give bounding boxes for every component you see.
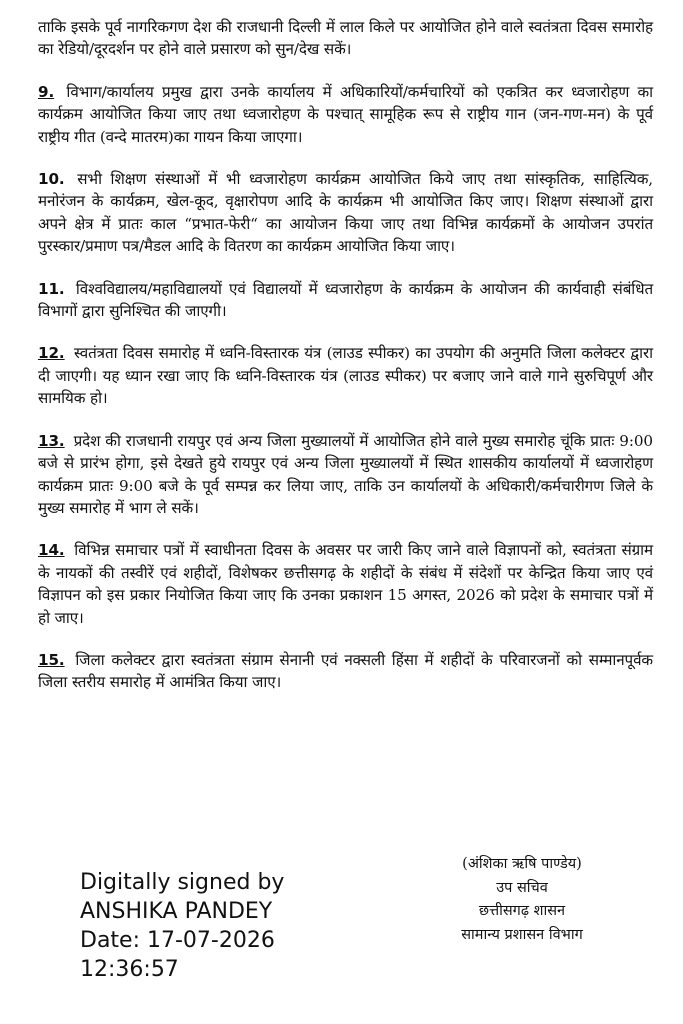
paragraph-text: जिला कलेक्टर द्वारा स्वतंत्रता संग्राम सेनानी एवं नक्सली हिंसा में शहीदों के परिवारजनों को सम्मानपूर्वक जिला स्तरीय समारोह में आमंत्रित किया जाए। (38, 650, 653, 692)
paragraph-text: विभाग/कार्यालय प्रमुख द्वारा उनके कार्यालय में अधिकारियों/कर्मचारियों को एकत्रित कर ध्वजारोहण का कार्यक्रम आयोजित किया जाए तथा ध्वजारोहण के पश्चात् सामूहिक रूप से राष्ट्रीय गान (जन-गण-मन) के पूर्व राष्ट्रीय गीत (वन्दे मातरम)का गायन किया जाएगा। (38, 82, 653, 146)
paragraph-continuation (38, 16, 653, 61)
officer-government: छत्तीसगढ़ शासन (478, 903, 566, 919)
officer-name: (अंशिका ऋषि पाण्डेय) (462, 856, 582, 872)
paragraph-text: ताकि इसके पूर्व नागरिकगण देश की राजधानी दिल्ली में लाल किले पर आयोजित होने वाले स्वतंत्रता दिवस समारोह का रेडियो/दूरदर्शन पर होने वाले प्रसारण को सुन/देख सकें। (38, 18, 653, 59)
paragraph-14 (38, 539, 653, 629)
officer-designation: उप सचिव (496, 879, 548, 896)
paragraph-number: 12. (38, 344, 65, 363)
paragraph-text: सभी शिक्षण संस्थाओं में भी ध्वजारोहण कार्यक्रम आयोजित किये जाए तथा सांस्कृतिक, साहित्यिक, मनोरंजन के कार्यक्रम, खेल-कूद, वृक्षारोपण आदि के कार्यक्रम भी आयोजित किए जाए। शिक्षण संस्थाओं द्वारा अपने क्षेत्र में प्रातः काल “प्रभात-फेरी“ का आयोजन किया जाए तथा विभिन्न कार्यक्रमों के आयोजन उपरांत पुरस्कार/प्रमाण पत्र/मैडल आदि के वितरण का कार्यक्रम आयोजित किया जाए। (38, 170, 653, 256)
paragraph-10 (38, 168, 653, 258)
officer-department: सामान्य प्रशासन विभाग (461, 926, 583, 943)
paragraph-9 (38, 81, 653, 148)
signature-time: 12:36:57 (80, 957, 179, 982)
digital-signature-stamp (80, 868, 370, 984)
paragraph-number: 14. (38, 541, 65, 560)
paragraph-number: 15. (38, 650, 65, 669)
signature-date: Date: 17-07-2026 (80, 928, 275, 953)
document-body (38, 16, 653, 714)
paragraph-number: 9. (38, 82, 55, 101)
paragraph-number: 10. (38, 170, 65, 189)
paragraph-text: विश्वविद्यालय/महाविद्यालयों एवं विद्यालयों में ध्वजारोहण के कार्यक्रम के आयोजन की कार्यवाही संबंधित विभागों द्वारा सुनिश्चित की जाएगी। (38, 279, 653, 321)
paragraph-12 (38, 342, 653, 409)
paragraph-15 (38, 649, 653, 694)
officer-signature-block (402, 853, 642, 947)
paragraph-number: 13. (38, 431, 65, 450)
paragraph-text: स्वतंत्रता दिवस समारोह में ध्वनि-विस्तारक यंत्र (लाउड स्पीकर) का उपयोग की अनुमति जिला कलेक्टर द्वारा दी जाएगी। यह ध्यान रखा जाए कि ध्वनि-विस्तारक यंत्र (लाउड स्पीकर) पर बजाए जाने वाले गाने सुरुचिपूर्ण और सामयिक हो। (38, 344, 653, 408)
paragraph-text: प्रदेश की राजधानी रायपुर एवं अन्य जिला मुख्यालयों में आयोजित होने वाले मुख्य समारोह चूंकि प्रातः 9:00 बजे से प्रारंभ होगा, इसे देखते हुये रायपुर एवं अन्य जिला मुख्यालयों में स्थित शासकीय कार्यालयों में ध्वजारोहण कार्यक्रम प्रातः 9:00 बजे के पूर्व सम्पन्न कर लिया जाए, ताकि उन कार्यालयों के अधिकारी/कर्मचारीगण जिले के मुख्य समारोह में भाग ले सकें। (38, 431, 653, 517)
paragraph-13 (38, 430, 653, 520)
signature-label: Digitally signed by (80, 870, 285, 895)
paragraph-number: 11. (38, 279, 65, 298)
paragraph-text: विभिन्न समाचार पत्रों में स्वाधीनता दिवस के अवसर पर जारी किए जाने वाले विज्ञापनों को, स्वतंत्रता संग्राम के नायकों की तस्वीरें एवं शहीदों, विशेषकर छत्तीसगढ़ के शहीदों के संबंध में संदेशों पर केन्द्रित किया जाए एवं विज्ञापन को इस प्रकार नियोजित किया जाए कि उनका प्रकाशन 15 अगस्त, 2026 को प्रदेश के समाचार पत्रों में हो जाए। (38, 541, 653, 627)
paragraph-11 (38, 278, 653, 323)
signer-name: ANSHIKA PANDEY (80, 899, 273, 924)
